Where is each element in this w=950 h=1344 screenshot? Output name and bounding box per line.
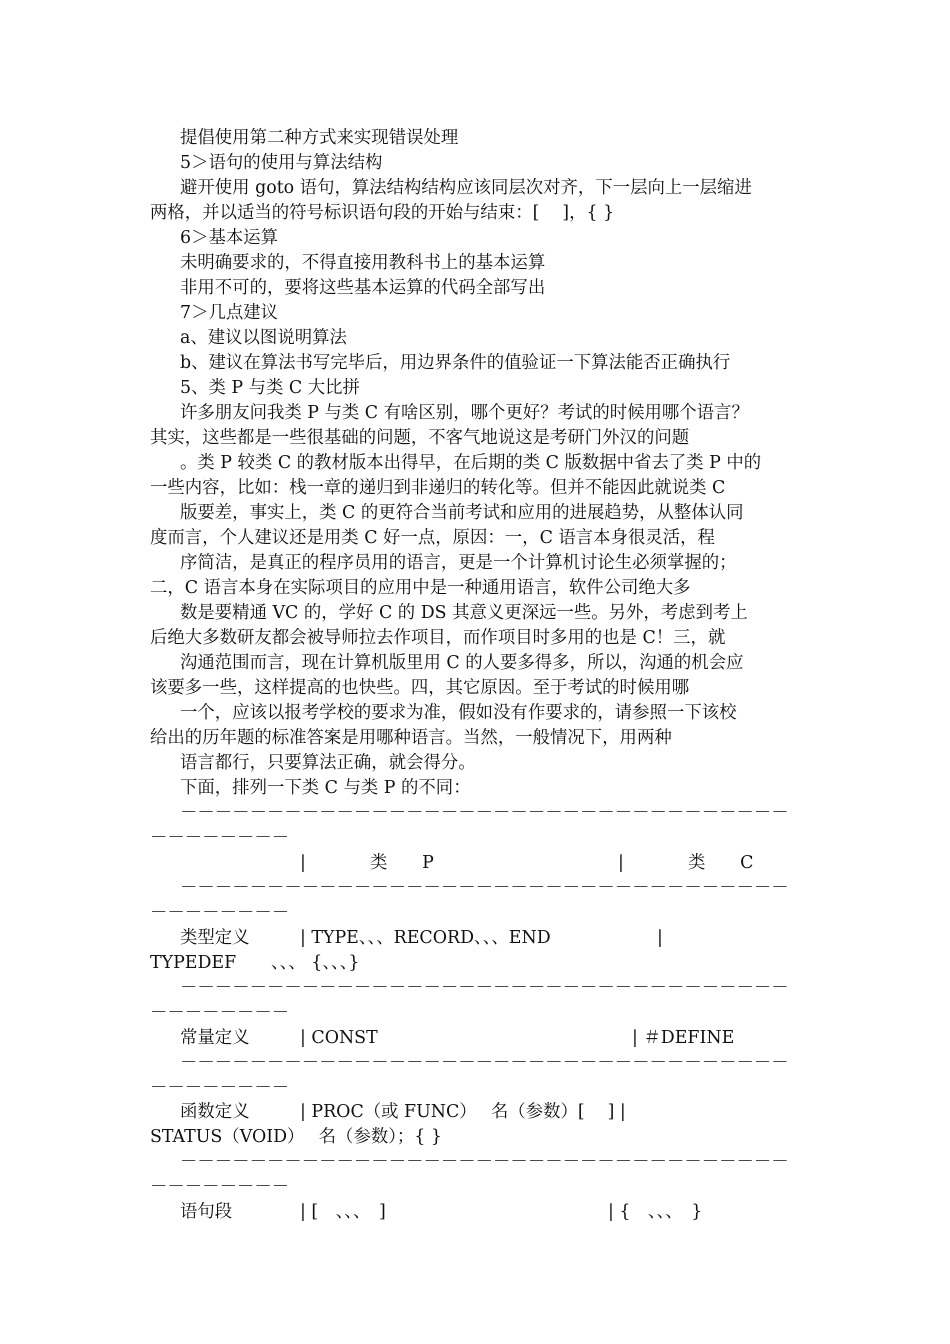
text-line: 二，C 语言本身在实际项目的应用中是一种通用语言，软件公司绝大多 [150,578,691,598]
text-line: 度而言，个人建议还是用类 C 好一点，原因：一，C 语言本身很灵活，程 [150,528,715,548]
table-cell-p: | PROC（或 FUNC） 名（参数）[ ] | [300,1102,626,1122]
table-rule: －－－－－－－－－－－－－－－－－－－－－－－－－－－－－－－－－－－ [180,1152,789,1172]
table-rule: －－－－－－－－ [150,1003,290,1023]
text-line: 其实，这些都是一些很基础的问题，不客气地说这是考研门外汉的问题 [150,428,690,448]
text-line: 非用不可的，要将这些基本运算的代码全部写出 [180,278,546,298]
text-line: 一个，应该以报考学校的要求为准，假如没有作要求的，请参照一下该校 [180,703,737,723]
table-rule: －－－－－－－－－－－－－－－－－－－－－－－－－－－－－－－－－－－ [180,1053,789,1073]
text-line: 两格，并以适当的符号标识语句段的开始与结束：[ ]，{ } [150,203,615,223]
table-rule: －－－－－－－－ [150,903,290,923]
table-row-label: 语句段 [180,1202,233,1222]
text-line: 沟通范围而言，现在计算机版里用 C 的人要多得多，所以，沟通的机会应 [180,653,744,673]
table-cell-p: | CONST [300,1028,378,1048]
text-line: a、建议以图说明算法 [180,328,347,348]
text-line: 避开使用 goto 语句，算法结构结构应该同层次对齐，下一层向上一层缩进 [180,178,752,198]
text-line: 后绝大多数研友都会被导师拉去作项目，而作项目时多用的也是 C！三，就 [150,628,726,648]
text-line: b、建议在算法书写完毕后，用边界条件的值验证一下算法能否正确执行 [180,353,731,373]
text-line: 一些内容，比如：栈一章的递归到非递归的转化等。但并不能因此就说类 C [150,478,726,498]
table-rule: －－－－－－－－ [150,828,290,848]
text-line: 给出的历年题的标准答案是用哪种语言。当然，一般情况下，用两种 [150,728,672,748]
text-line: 下面，排列一下类 C 与类 P 的不同： [180,778,471,798]
table-rule: －－－－－－－－ [150,1177,290,1197]
table-rule: －－－－－－－－－－－－－－－－－－－－－－－－－－－－－－－－－－－ [180,878,789,898]
table-cell-p: | [ 、、、 ] [300,1202,386,1222]
table-separator: | [300,853,306,873]
table-header-p: 类 P [370,853,434,873]
text-line: 版要差，事实上，类 C 的更符合当前考试和应用的进展趋势，从整体认同 [180,503,744,523]
table-cell-p: | TYPE、、、RECORD、、、END [300,928,551,948]
text-line: 提倡使用第二种方式来实现错误处理 [180,128,459,148]
table-header-c: 类 C [688,853,754,873]
section-heading: 7＞几点建议 [180,303,279,323]
text-line: 许多朋友问我类 P 与类 C 有啥区别，哪个更好？考试的时候用哪个语言？ [180,403,749,423]
text-line: 数是要精通 VC 的，学好 C 的 DS 其意义更深远一些。另外，考虑到考上 [180,603,748,623]
table-rule: －－－－－－－－ [150,1078,290,1098]
table-rule: －－－－－－－－－－－－－－－－－－－－－－－－－－－－－－－－－－－ [180,803,789,823]
table-separator: | [618,853,624,873]
table-cell-c: TYPEDEF 、、、 {、、、} [150,953,360,973]
text-line: 语言都行，只要算法正确，就会得分。 [180,753,476,773]
text-line: 。类 P 较类 C 的教材版本出得早，在后期的类 C 版数据中省去了类 P 中的 [180,453,762,473]
table-row-label: 函数定义 [180,1102,250,1122]
section-heading: 6＞基本运算 [180,228,279,248]
table-row-label: 类型定义 [180,928,250,948]
table-cell-c: STATUS（VOID） 名（参数）；{ } [150,1127,442,1147]
text-line: 该要多一些，这样提高的也快些。四，其它原因。至于考试的时候用哪 [150,678,690,698]
text-line: 未明确要求的，不得直接用教科书上的基本运算 [180,253,546,273]
table-cell-c: | ＃DEFINE [632,1028,735,1048]
section-heading: 5、类 P 与类 C 大比拼 [180,378,360,398]
section-heading: 5＞语句的使用与算法结构 [180,153,383,173]
table-separator: | [657,928,663,948]
table-cell-c: | { 、、、 } [608,1202,703,1222]
text-line: 序简洁，是真正的程序员用的语言，更是一个计算机讨论生必须掌握的； [180,553,737,573]
table-row-label: 常量定义 [180,1028,250,1048]
table-rule: －－－－－－－－－－－－－－－－－－－－－－－－－－－－－－－－－－－ [180,978,789,998]
